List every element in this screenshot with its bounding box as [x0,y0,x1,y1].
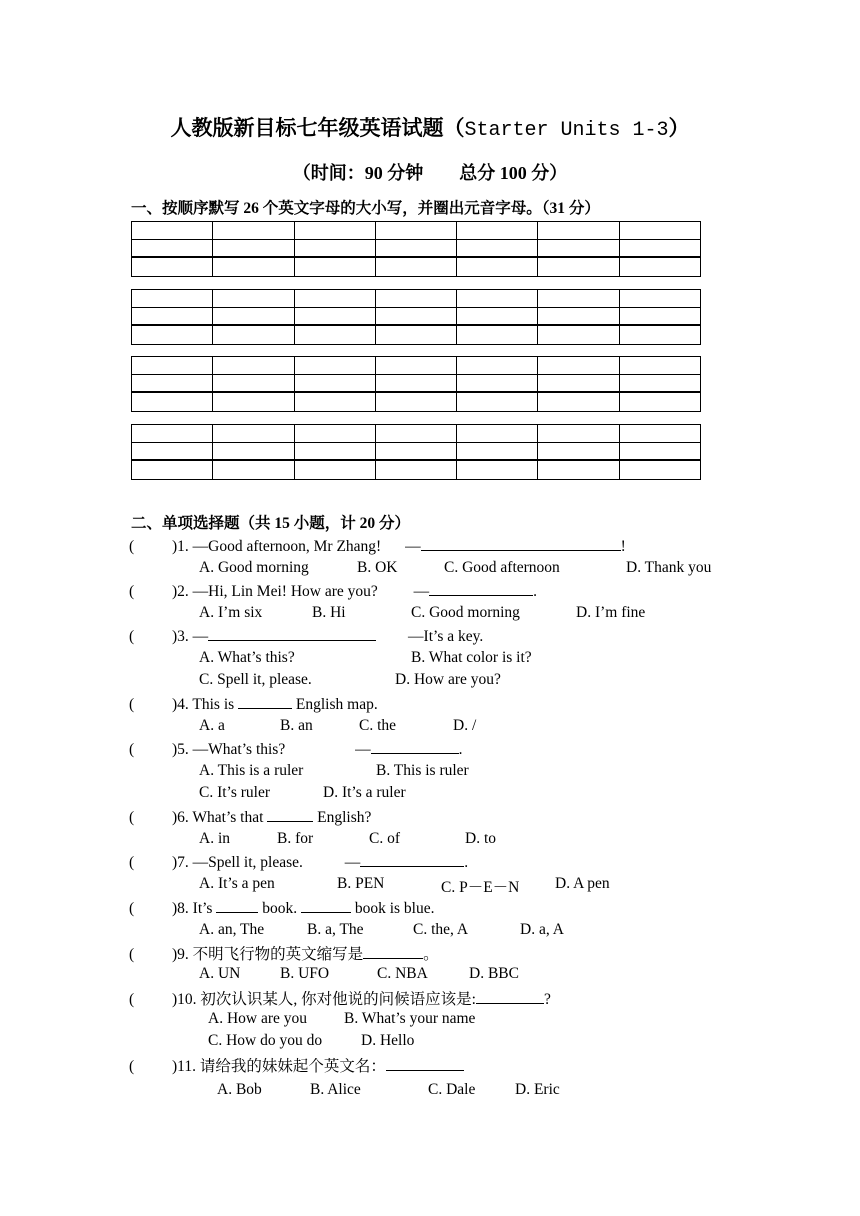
answer-blank[interactable] [386,1056,464,1071]
letter-cell[interactable] [376,425,457,442]
question-9 [129,942,439,964]
q6-option-b: B. for [277,830,314,847]
alphabet-grid [131,356,701,412]
letter-cell[interactable] [295,443,376,459]
question-stem: )3. — [172,628,209,645]
exam-info [0,159,860,185]
letter-cell[interactable] [538,375,619,391]
letter-cell[interactable] [132,222,213,239]
letter-cell[interactable] [295,258,376,276]
q3-option-c: C. Spell it, please. [199,671,312,688]
q10-option-c: C. How do you do [208,1032,323,1049]
question-stem-end: book is blue. [354,900,435,917]
q8-option-b: B. a, The [307,921,364,938]
letter-cell[interactable] [132,357,213,374]
letter-cell[interactable] [213,308,294,324]
answer-blank[interactable] [208,626,376,641]
grid-row [132,375,700,393]
q8-option-d: D. a, A [520,921,564,938]
q4-option-d: D. / [453,717,477,734]
letter-cell[interactable] [620,326,700,344]
q10-option-b: B. What’s your name [344,1010,476,1027]
q4-option-c: C. the [359,717,397,734]
answer-paren: ( [129,900,135,917]
q11-option-b: B. Alice [310,1081,361,1098]
q7-option-d: D. A pen [555,875,610,892]
q7-option-b: B. PEN [337,875,385,892]
q1-option-d: D. Thank you [626,559,712,576]
letter-cell[interactable] [376,258,457,276]
q8-option-c: C. the, A [413,921,469,938]
letter-cell[interactable] [213,240,294,256]
q7-option-c: C. P－E－N [441,879,520,896]
letter-cell[interactable] [538,357,619,374]
answer-blank[interactable] [360,852,464,867]
letter-cell[interactable] [538,461,619,479]
q10-option-d: D. Hello [361,1032,415,1049]
letter-cell[interactable] [457,240,538,256]
letter-cell[interactable] [213,326,294,344]
letter-cell[interactable] [620,425,700,442]
section-2-heading: 二、单项选择题（共 15 小题，计 20 分） [131,515,411,532]
answer-paren: ( [129,1058,135,1075]
q11-option-d: D. Eric [515,1081,560,1098]
q5-option-b: B. This is ruler [376,762,469,779]
question-stem-end: English? [317,809,372,826]
response-dash: — [344,854,361,871]
letter-cell[interactable] [620,290,700,307]
letter-cell[interactable] [538,308,619,324]
letter-cell[interactable] [376,443,457,459]
letter-cell[interactable] [620,222,700,239]
letter-cell[interactable] [132,443,213,459]
answer-paren: ( [129,628,135,645]
letter-cell[interactable] [538,326,619,344]
grid-row [132,461,700,479]
response-text: —It’s a key. [408,628,484,645]
answer-paren: ( [129,538,135,555]
question-11 [129,1054,464,1076]
grid-row [132,326,700,344]
letter-cell[interactable] [295,375,376,391]
question-5 [129,739,462,759]
q6-option-a: A. in [199,830,230,847]
q2-option-a: A. I’m six [199,604,263,621]
letter-cell[interactable] [213,258,294,276]
letter-cell[interactable] [132,425,213,442]
question-stem: )5. —What’s this? [172,741,286,758]
question-stem: )9. 不明飞行物的英文缩写是 [172,946,364,963]
letter-cell[interactable] [620,461,700,479]
letter-cell[interactable] [457,375,538,391]
question-10 [129,987,551,1009]
question-3 [129,626,483,646]
letter-cell[interactable] [376,326,457,344]
question-2 [129,581,537,601]
title-units: Starter Units 1-3 [464,119,669,142]
answer-blank[interactable] [476,989,544,1004]
letter-cell[interactable] [457,290,538,307]
grid-row [132,290,700,308]
letter-cell[interactable] [295,240,376,256]
punctuation: ? [543,991,551,1008]
letter-cell[interactable] [457,326,538,344]
exam-total-score: 总分 100 分） [459,163,568,183]
letter-cell[interactable] [538,393,619,411]
letter-cell[interactable] [213,425,294,442]
q3-option-d: D. How are you? [395,671,501,688]
question-stem: )10. 初次认识某人, 你对他说的问候语应该是: [172,991,476,1008]
q8-option-a: A. an, The [199,921,265,938]
letter-cell[interactable] [213,222,294,239]
q1-option-c: C. Good afternoon [444,559,560,576]
letter-cell[interactable] [457,425,538,442]
letter-cell[interactable] [132,393,213,411]
answer-blank-2[interactable] [301,898,351,913]
letter-cell[interactable] [295,308,376,324]
answer-blank[interactable] [267,807,313,822]
letter-cell[interactable] [538,443,619,459]
letter-cell[interactable] [538,222,619,239]
letter-cell[interactable] [295,425,376,442]
response-dash: — [413,583,430,600]
q3-option-b: B. What color is it? [411,649,532,666]
punctuation: . [458,741,463,758]
letter-cell[interactable] [132,461,213,479]
grid-row [132,425,700,443]
q11-option-a: A. Bob [217,1081,262,1098]
letter-cell[interactable] [457,393,538,411]
answer-blank[interactable] [429,581,533,596]
question-stem: )1. —Good afternoon, Mr Zhang! [172,538,382,555]
punctuation: . [464,854,469,871]
grid-row [132,308,700,326]
letter-cell[interactable] [213,461,294,479]
q5-option-a: A. This is a ruler [199,762,304,779]
letter-cell[interactable] [457,258,538,276]
answer-paren: ( [129,583,135,600]
letter-cell[interactable] [538,258,619,276]
question-stem-mid: book. [262,900,298,917]
grid-row [132,258,700,276]
q4-option-a: A. a [199,717,225,734]
letter-cell[interactable] [538,425,619,442]
letter-cell[interactable] [213,290,294,307]
letter-cell[interactable] [132,326,213,344]
letter-cell[interactable] [376,461,457,479]
letter-cell[interactable] [132,308,213,324]
answer-blank-1[interactable] [216,898,258,913]
page-title [0,112,860,142]
q4-option-b: B. an [280,717,313,734]
answer-blank[interactable] [421,536,621,551]
section-1-heading: 一、按顺序默写 26 个英文字母的大小写，并圈出元音字母。（31 分） [131,200,600,217]
question-4 [129,694,378,714]
letter-cell[interactable] [295,393,376,411]
q6-option-d: D. to [465,830,496,847]
question-stem: )2. —Hi, Lin Mei! How are you? [172,583,378,600]
letter-cell[interactable] [620,375,700,391]
q7-option-a: A. It’s a pen [199,875,275,892]
answer-blank[interactable] [371,739,459,754]
q9-option-a: A. UN [199,965,241,982]
q2-option-d: D. I’m fine [576,604,646,621]
letter-cell[interactable] [538,290,619,307]
q9-option-b: B. UFO [280,965,330,982]
q9-option-d: D. BBC [469,965,519,982]
grid-row [132,240,700,258]
question-6 [129,807,371,827]
q5-option-c: C. It’s ruler [199,784,271,801]
letter-cell[interactable] [457,222,538,239]
title-chinese: 人教版新目标七年级英语试题（ [170,116,465,140]
question-stem: )4. This is [172,696,235,713]
letter-cell[interactable] [457,308,538,324]
letter-cell[interactable] [213,357,294,374]
q2-option-c: C. Good morning [411,604,520,621]
letter-cell[interactable] [376,240,457,256]
q1-option-b: B. OK [357,559,398,576]
letter-cell[interactable] [376,222,457,239]
letter-cell[interactable] [132,290,213,307]
letter-cell[interactable] [213,443,294,459]
answer-paren: ( [129,809,135,826]
question-stem: )8. It’s [172,900,213,917]
letter-cell[interactable] [132,240,213,256]
question-stem: )7. —Spell it, please. [172,854,303,871]
letter-cell[interactable] [295,357,376,374]
letter-cell[interactable] [376,393,457,411]
answer-blank[interactable] [363,944,423,959]
punctuation: . [533,583,538,600]
letter-cell[interactable] [457,461,538,479]
grid-row [132,222,700,240]
question-7 [129,852,468,872]
alphabet-grid [131,221,701,277]
q1-option-a: A. Good morning [199,559,309,576]
grid-row [132,443,700,461]
letter-cell[interactable] [213,375,294,391]
letter-cell[interactable] [132,258,213,276]
answer-paren: ( [129,741,135,758]
letter-cell[interactable] [213,393,294,411]
letter-cell[interactable] [295,222,376,239]
answer-paren: ( [129,991,135,1008]
alphabet-grid [131,424,701,480]
letter-cell[interactable] [620,258,700,276]
question-8 [129,898,435,918]
response-dash: — [355,741,371,758]
q5-option-d: D. It’s a ruler [323,784,406,801]
answer-paren: ( [129,946,135,963]
alphabet-grid [131,289,701,345]
letter-cell[interactable] [295,290,376,307]
question-stem: )6. What’s that [172,809,264,826]
response-dash: — [405,538,421,555]
letter-cell[interactable] [457,357,538,374]
letter-cell[interactable] [620,393,700,411]
q10-option-a: A. How are you [208,1010,308,1027]
letter-cell[interactable] [295,461,376,479]
letter-cell[interactable] [132,375,213,391]
title-close: ） [668,116,690,140]
question-1 [129,536,626,556]
letter-cell[interactable] [620,443,700,459]
q11-option-c: C. Dale [428,1081,476,1098]
question-stem: )11. 请给我的妹妹起个英文名： [172,1058,386,1075]
letter-cell[interactable] [457,443,538,459]
punctuation: ! [620,538,626,555]
answer-blank[interactable] [238,694,292,709]
letter-cell[interactable] [620,357,700,374]
punctuation: 。 [423,946,439,963]
letter-cell[interactable] [295,326,376,344]
letter-cell[interactable] [376,357,457,374]
answer-paren: ( [129,696,135,713]
letter-cell[interactable] [376,308,457,324]
q3-option-a: A. What’s this? [199,649,295,666]
q6-option-c: C. of [369,830,400,847]
letter-cell[interactable] [620,240,700,256]
letter-cell[interactable] [538,240,619,256]
answer-paren: ( [129,854,135,871]
question-stem-end: English map. [295,696,378,713]
grid-row [132,357,700,375]
letter-cell[interactable] [620,308,700,324]
q2-option-b: B. Hi [312,604,346,621]
letter-cell[interactable] [376,290,457,307]
letter-cell[interactable] [376,375,457,391]
q9-option-c: C. NBA [377,965,428,982]
exam-time: （时间：90 分钟 [292,163,424,183]
grid-row [132,393,700,411]
